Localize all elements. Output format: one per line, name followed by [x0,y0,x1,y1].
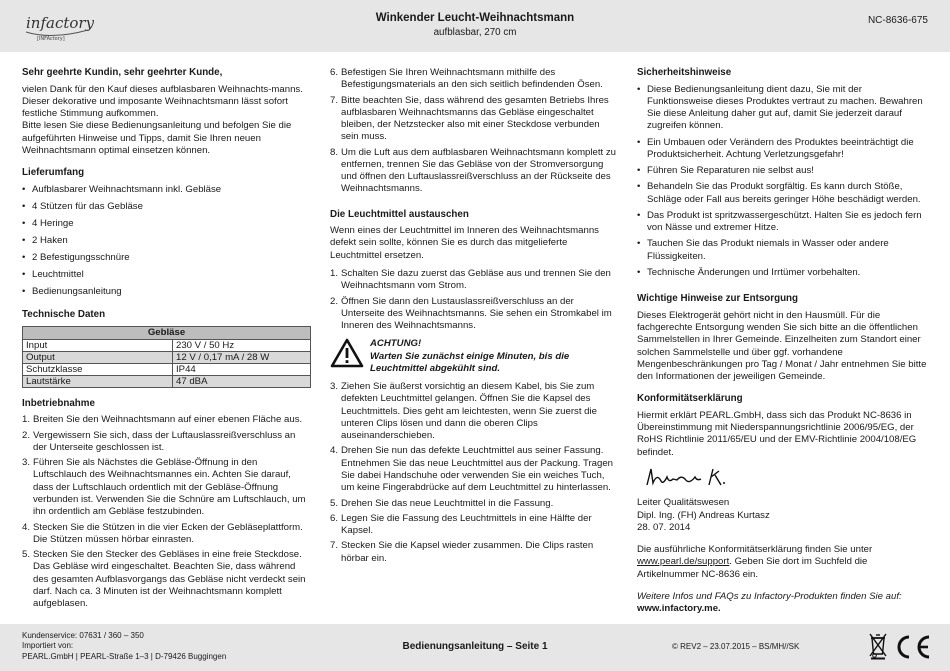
list-item: • Bedienungsanleitung [22,286,311,298]
list-item: • Führen Sie Reparaturen nie selbst aus! [637,165,929,177]
lamp-steps-b [330,381,618,565]
table-row: Output 12 V / 0,17 mA / 28 W [23,351,311,363]
table-row: Input 230 V / 50 Hz [23,339,311,351]
title-block [0,11,950,39]
list-item: • 2 Haken [22,235,311,247]
list-item: • Leuchtmittel [22,269,311,281]
list-item: 2. Öffnen Sie dann den Lustauslassreißverschluss an der Unterseite des Weihnachtsmanns. Sie sehen ein Stromkabel im Inneren des Weihnachtsmanns. [330,295,612,332]
list-item: 7. Bitte beachten Sie, dass während des gesamten Betriebs Ihres aufblasbaren Weihnachtsmanns das Gebläse eingeschaltet bleiben, der Netzstecker also mit einer Steckdose verbunden sein muss. [330,94,609,143]
list-item: 3. Führen Sie als Nächstes die Gebläse-Öffnung in den Luftschlauch des Weihnachtsmannes ein. Achten Sie darauf, dass der Luftschlauch ordentlich mit der Gebläse-Öffnung verbunden ist. Verwenden Sie die Schnüre am Luftschlauch, um ihn ordentlich am Gebläse festzubinden. [22,457,306,518]
signature-date: 28. 07. 2014 [637,521,691,533]
list-item: 1. Breiten Sie den Weihnachtsmann auf einer ebenen Fläche aus. [22,414,303,426]
importer-address: PEARL.GmbH | PEARL-Straße 1–3 | D-79426 Buggingen [22,651,227,661]
warning-text: Warten Sie zunächst einige Minuten, bis die Leuchtmittel abgekühlt sind. [370,350,570,374]
list-item: • Technische Änderungen und Irrtümer vorbehalten. [637,267,929,279]
list-item: • Ein Umbauen oder Verändern des Produktes beeinträchtigt die Produktsicherheit. Achtung Verletzungsgefahr! [637,137,929,162]
list-item: 8. Um die Luft aus dem aufblasbaren Weihnachtsmann komplett zu entfernen, trennen Sie das Gebläse von der Stromversorgung und öffnen den Luftauslassreißverschluss an der Rückseite des Weihnachtsmanns. [330,146,616,195]
intro-paragraph-2: Bitte lesen Sie diese Bedienungsanleitung und befolgen Sie die aufgeführten Hinweise und Tipps, damit Sie Ihren neuen Weihnachtsmann optimal einsetzen können. [22,120,292,156]
signature-role: Leiter Qualitätswesen [637,497,730,509]
scope-list [22,184,311,299]
lamp-steps-a [330,268,618,332]
tech-table-title: Gebläse [23,326,311,339]
signature-image [639,463,759,491]
conformity-text: Hiermit erklärt PEARL.GmbH, dass sich das Produkt NC-8636 in Übereinstimmung mit Niederspannungsrichtlinie 2006/95/EG, der RoHS Richtlinie 2011/65/EU und der EMV-Richtlinie 2004/108/EG befindet. [637,409,917,458]
list-item: • Das Produkt ist spritzwassergeschützt. Halten Sie es jedoch fern von Nässe und extremer Hitze. [637,210,929,235]
column-3 [637,67,929,615]
list-item: • Behandeln Sie das Produkt sorgfältig. Es kann durch Stöße, Schläge oder Fall aus bereits geringer Höhe beschädigt werden. [637,181,929,206]
warning-title: ACHTUNG! [370,338,422,350]
greeting: Sehr geehrte Kundin, sehr geehrter Kunde, [22,67,223,78]
safety-list [637,84,929,280]
list-item: 4. Drehen Sie nun das defekte Leuchtmittel aus seiner Fassung. Entnehmen Sie das neue Leuchtmittel aus der Packung. Tragen Sie dabei Handschuhe oder verwenden Sie ein weiches Tuch, um keine Fingerabdrücke auf dem Leuchtmittel zu hinterlassen. [330,445,613,494]
page-footer [0,624,950,671]
table-row: Lautstärke 47 dBA [23,375,311,387]
column-1 [22,67,311,613]
list-item: • Diese Bedienungsanleitung dient dazu, Sie mit der Funktionsweise dieses Produktes vertraut zu machen. Bewahren Sie diese Anleitung daher gut auf, damit Sie jederzeit darauf zugreifen können. [637,84,929,133]
list-item: 6. Legen Sie die Fassung des Leuchtmittels in eine Hälfte der Kapsel. [330,512,592,537]
list-item: • Aufblasbarer Weihnachtsmann inkl. Gebläse [22,184,311,196]
revision-info: © REV2 – 23.07.2015 – BS/MH//SK [672,642,800,651]
page-header [0,0,950,52]
weee-bin-icon [868,632,888,660]
column-2 [330,67,618,568]
signature-name: Dipl. Ing. (FH) Andreas Kurtasz [637,509,770,521]
list-item: • 2 Befestigungsschnüre [22,252,311,264]
tech-heading: Technische Daten [22,309,106,321]
disposal-text: Dieses Elektrogerät gehört nicht in den Hausmüll. Für die fachgerechte Entsorgung wenden Sie sich bitte an die öffentlichen Sammelstellen in Ihrer Gemeinde. Einzelheiten zum Standort einer solchen Sammelstelle und über ggf. vorhandene Mengenbeschränkungen pro Tag / Monat / Jahr entnehmen Sie bitte den Informationen der jeweiligen Gemeinde. [637,309,927,383]
warning-icon [330,338,364,368]
conformity-heading: Konformitätserklärung [637,393,743,405]
tech-table [22,326,311,388]
customer-service: Kundenservice: 07631 / 360 – 350 [22,631,144,640]
page-title: Winkender Leucht-Weihnachtsmann [375,12,575,24]
list-item: 7. Stecken Sie die Kapsel wieder zusammen. Die Clips rasten hörbar ein. [330,540,594,564]
page-label: Bedienungsanleitung – Seite 1 [402,641,548,652]
article-number: NC-8636-675 [867,15,928,26]
setup-steps [22,414,311,610]
support-link[interactable]: www.pearl.de/support [637,556,730,568]
table-row: Schutzklasse IP44 [23,363,311,375]
importer-label: Importiert von: [22,641,74,651]
setup-heading: Inbetriebnahme [22,397,95,409]
intro-paragraph-1: vielen Dank für den Kauf dieses aufblasbaren Weihnachts-manns. Dieser dekorative und imposante Weihnachtsmann lässt sofort festliche Stimmung aufkommen. [22,83,303,120]
disposal-heading: Wichtige Hinweise zur Entsorgung [637,293,799,305]
list-item: 2. Vergewissern Sie sich, dass der Luftauslassreißverschluss an der Unterseite geschlossen ist. [22,429,296,453]
list-item: • Tauchen Sie das Produkt niemals in Wasser oder andere Flüssigkeiten. [637,238,929,263]
lamp-intro: Wenn eines der Leuchtmittel im Inneren des Weihnachtsmanns defekt sein sollte, können Sie es durch das mitgelieferte Leuchtmittel ersetzen. [330,225,599,261]
list-item: • 4 Heringe [22,218,311,230]
list-item: 1. Schalten Sie dazu zuerst das Gebläse aus und trennen Sie den Weihnachtsmann vom Strom. [330,267,611,292]
list-item: • 4 Stützen für das Gebläse [22,201,311,213]
lamp-heading: Die Leuchtmittel austauschen [330,208,469,220]
list-item: 6. Befestigen Sie Ihren Weihnachtsmann mithilfe des Befestigungsmaterials an den sich seitlich befindenden Ösen. [330,67,603,91]
list-item: 3. Ziehen Sie äußerst vorsichtig an diesem Kabel, bis Sie zum defekten Leuchtmittel gelangen. Öffnen Sie die Kapsel des Leuchtmittels. Dies geht am leichtesten, wenn Sie zuerst die unteren Clips lösen und dann die oberen Clips auseinanderschieben. [330,381,597,442]
faq-link[interactable]: www.infactory.me [637,603,719,615]
warning-box [330,338,618,375]
list-item: 4. Stecken Sie die Stützen in die vier Ecken der Gebläseplattform. Die Stützen müssen hörbar einrasten. [22,521,303,545]
logo-text: infactory [26,14,94,32]
scope-heading: Lieferumfang [22,167,85,179]
warning-text-block [370,338,618,375]
full-declaration: Die ausführliche Konformitätserklärung finden Sie unter www.pearl.de/support. Geben Sie dort im Suchfeld die Artikelnummer NC-8636 ein. [637,544,873,580]
list-item: 5. Stecken Sie den Stecker des Gebläses in eine freie Steckdose. Das Gebläse wird eingeschaltet. Beachten Sie, dass während des gesamten Aufblasvorgangs das Gebläse nicht verdeckt sein darf. Nach ca. 3 Minuten ist der Weihnachtsmann komplett aufgeblasen. [22,549,306,610]
safety-heading: Sicherheitshinweise [637,67,732,78]
logo-sub-text: [INFActory] [37,36,65,42]
list-item: 5. Drehen Sie das neue Leuchtmittel in die Fassung. [330,497,554,509]
faq-note: Weitere Infos und FAQs zu Infactory-Produkten finden Sie auf: www.infactory.me. [637,590,902,615]
setup-steps-continued [330,67,618,196]
ce-mark-icon [892,634,932,660]
page-subtitle: aufblasbar, 270 cm [433,26,517,38]
